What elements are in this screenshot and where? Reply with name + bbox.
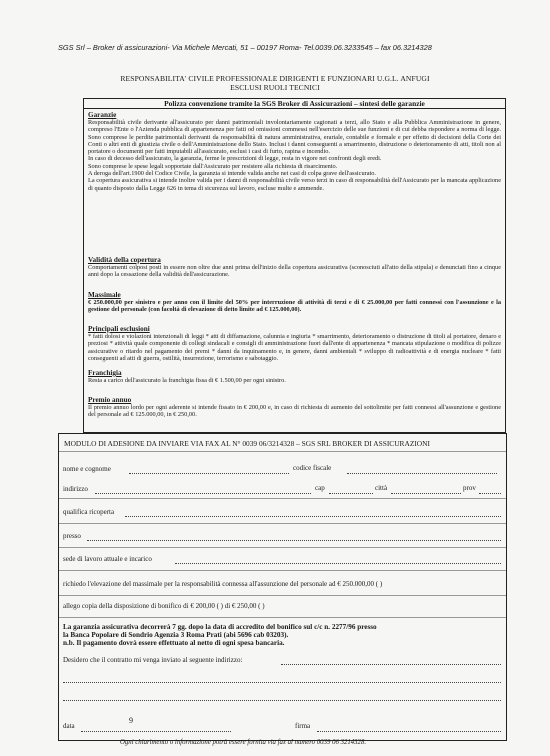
section-validita [88,256,501,279]
presso-field[interactable] [87,540,501,541]
letterhead: SGS Srl – Broker di assicurazioni- Via Michele Mercati, 51 – 00197 Roma- Tel.0039.06.3233545 – fax 06.3214328 [58,43,432,52]
document-title: RESPONSABILITA' CIVILE PROFESSIONALE DIRIGENTI E FUNZIONARI U.G.L. ANFUGI [120,74,430,83]
fiscal-code-field[interactable] [347,473,497,474]
section-premio [88,396,501,419]
validita-text: Comportamenti colposi posti in essere non oltre due anni prima dell'inizio della copertura assicurativa (sconosciuti all'atto della stipula) e denunciati fino a cinque anni dopo la cessazione della validità dell'assicurazione. [88,264,501,279]
bank-info-line-3: n.b. Il pagamento dovrà essere effettuato al netto di ogni spesa bancaria. [63,639,285,648]
membership-form [58,433,507,741]
garanzie-paragraph-4: A deroga dell'art.1900 del Codice Civile, la garanzia si intende valida anche nei casi di colpa grave dell'assicurato. [88,170,376,178]
cap-label: cap [315,484,325,492]
bank-info-line-1: La garanzia assicurativa decorrerà 7 gg. dopo la data di accredito del bonifico sul c/c n. 2277/96 presso [63,623,377,631]
divider [59,498,506,499]
section-massimale [88,291,501,314]
divider [59,595,506,596]
date-label: data [63,722,75,730]
cap-field[interactable] [329,493,373,494]
massimale-request[interactable]: richiedo l'elevazione del massimale per la responsabilità connessa all'assunzione del personale ad € 250.000,00 ( ) [63,580,383,588]
franchigia-heading: Franchigia [88,369,122,377]
handwritten-mark: 9 [129,716,133,725]
payment-attachment[interactable]: allego copia della disposizione di bonifico di € 200,00 ( ) di € 250,00 ( ) [63,602,265,610]
section-esclusioni [88,325,501,362]
divider [59,570,506,571]
delivery-address-label: Desidero che il contratto mi venga inviato al seguente indirizzo: [63,656,243,664]
address-field[interactable] [95,493,311,494]
delivery-address-field-3[interactable] [63,700,501,701]
divider [59,547,506,548]
validita-heading: Validità della copertura [88,256,161,264]
fiscal-code-label: codice fiscale [293,464,332,472]
esclusioni-heading: Principali esclusioni [88,325,150,333]
city-label: città [375,484,388,492]
premio-text: Il premio annuo lordo per ogni aderente si intende fissato in € 200,00 e, in caso di richiesta di aumento del sottolimite per fatti connessi all'assunzione e gestione del personale ad € 125.000,00, in € 250,00. [88,404,501,419]
sede-field[interactable] [175,563,501,564]
policy-summary-title: Polizza convenzione tramite la SGS Broker di Assicurazioni – sintesi delle garanzie [84,99,505,109]
franchigia-text: Resta a carico dell'assicurato la franchigia fissa di € 1.500,00 per ogni sinistro. [88,377,286,384]
form-title: MODULO DI ADESIONE DA INVIARE VIA FAX AL N° 0039 06/3214328 – SGS SRL BROKER DI ASSICURAZIONI [64,439,430,448]
esclusioni-text: * fatti dolosi e violazioni intenzionali di leggi * atti di diffamazione, calunnia e ingiuria * smarrimento, deterioramento o distruzione di titoli al portatore, denaro e preziosi * attività quale componente di collegi sindacali e consigli di amministrazione fuori dall'ente di appartenenza * mancata stipulazione o modifica di polizze assicurative o ritardo nel pagamento dei premi * danni da inquinamento e, in genere, danni ambientali * sviluppo di radioattività e di energia nucleare * fatti conseguenti ad atti di guerra, ostilità, insurrezione, terrorismo e sabotaggio. [88,333,501,362]
section-franchigia [88,369,501,384]
garanzie-paragraph-1: Responsabilità civile derivante all'assicurato per danni patrimoniali involontariamente cagionati a terzi, allo Stato e alla Pubblica Amministrazione in genere, compreso l'Ente o l'Azienda pubblica di appartenenza per fatti od omissioni commessi nell'esercizio delle sue funzioni e di cui debba rispondere a norma di legge. Sono comprese le perdite patrimoniali derivanti da responsabilità di natura amministrativa, erariale, contabile e formale e per effetto di decisioni della Corte dei Conti o altri enti di giustizia civile o dell'Amministrazione dello Stato. Inclusi i danni conseguenti a smarrimento, distruzione o deterioramento di atti, titoli non al portatore o documenti per fatti imputabili all'assicurato, esclusi i casi di furto, rapina e incendio. [88,119,501,156]
name-label: nome e cognome [63,465,111,473]
garanzie-paragraph-5: La copertura assicurativa si intende inoltre valida per i danni di responsabilità civile verso terzi in caso di responsabilità dell'Assicurato per la mancata applicazione di quanto disposto dalla Legge 626 in tema di sicurezza sul lavoro, escluse multe e ammende. [88,177,501,192]
signature-field[interactable] [317,731,501,732]
presso-label: presso [63,532,81,540]
massimale-heading: Massimale [88,291,121,299]
qualifica-label: qualifica ricoperta [63,508,115,516]
delivery-address-field-2[interactable] [63,682,501,683]
garanzie-paragraph-2: In caso di decesso dell'assicurato, la garanzia, ferme le prescrizioni di legge, resta in vigore nei confronti degli eredi. [88,155,382,163]
bank-info [63,623,501,648]
policy-summary-box [83,98,506,433]
premio-heading: Premio annuo [88,396,132,404]
address-label: indirizzo [63,485,88,493]
date-field[interactable] [81,731,231,732]
document-subtitle: ESCLUSI RUOLI TECNICI [230,83,320,92]
section-garanzie [88,111,501,192]
sede-label: sede di lavoro attuale e incarico [63,555,152,563]
city-field[interactable] [391,493,461,494]
qualifica-field[interactable] [125,516,501,517]
divider [59,523,506,524]
massimale-text: € 250.000,00 per sinistro e per anno con il limite del 50% per interruzione di attività di terzi e di € 25.000,00 per fatti connessi con l'assunzione e la gestione del personale (con facoltà di elevazione di detto limite ad € 125.000,00). [88,299,501,314]
province-label: prov [463,484,476,492]
divider [59,617,506,618]
province-field[interactable] [479,493,501,494]
signature-label: firma [295,722,311,730]
delivery-address-field[interactable] [281,664,501,665]
divider [59,451,506,452]
garanzie-heading: Garanzie [88,111,117,119]
name-field[interactable] [129,473,289,474]
garanzie-paragraph-3: Sono comprese le spese legali sopportate dall'Assicurato per resistere alla richiesta di risarcimento. [88,162,338,170]
bank-info-line-2: la Banca Popolare di Sondrio Agenzia 3 Roma Prati (abi 5696 cab 03203). [63,631,289,640]
footer-note: Ogni chiarimento o informazione potrà essere fornita via fax al numero 0039 06 3214328. [120,739,367,746]
